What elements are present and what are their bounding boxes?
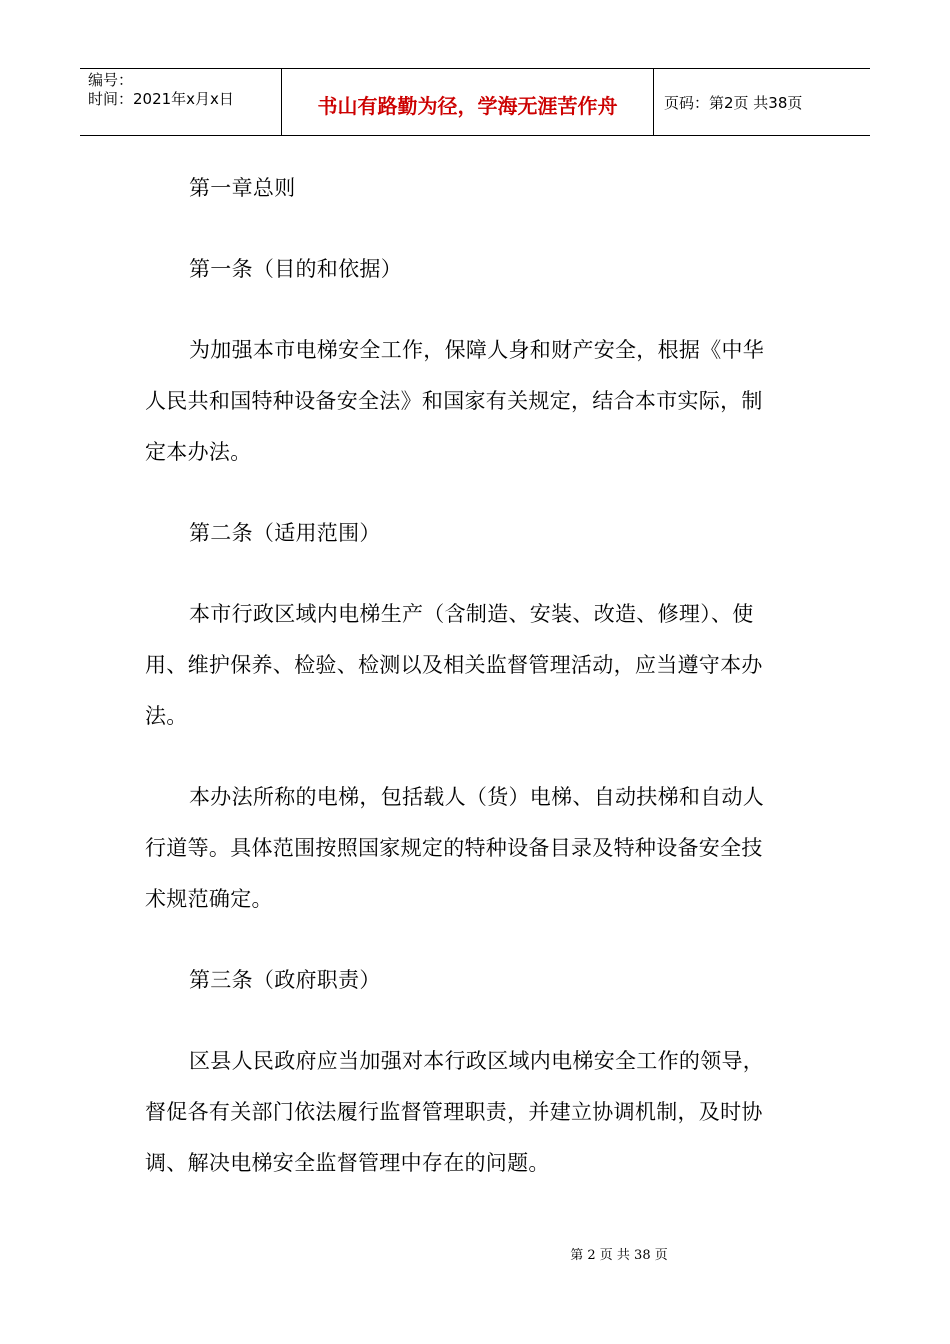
text-line: 术规范确定。 [145,887,273,911]
text-line: 本办法所称的电梯，包括载人（货）电梯、自动扶梯和自动人 [189,785,765,809]
text-line: 人民共和国特种设备安全法》和国家有关规定，结合本市实际，制 [145,389,763,413]
text-line: 行道等。具体范围按照国家规定的特种设备目录及特种设备安全技 [145,836,763,860]
text-line: 督促各有关部门依法履行监督管理职责，并建立协调机制，及时协 [145,1100,763,1124]
header-meta [80,69,282,135]
article-2-title-block [145,508,805,559]
article-1-title: 第一条（目的和依据） [189,257,402,281]
article-3-title-block [145,955,805,1006]
article-1-paragraph [145,325,805,478]
document-number-label: 编号： [88,71,134,89]
text-line: 区县人民政府应当加强对本行政区域内电梯安全工作的领导， [189,1049,765,1073]
text-line: 法。 [145,704,188,728]
header-motto: 书山有路勤为径，学海无涯苦作舟 [282,69,654,135]
article-2-paragraph-2 [145,772,805,925]
chapter-title: 第一章总则 [189,176,296,200]
text-line: 用、维护保养、检验、检测以及相关监督管理活动，应当遵守本办 [145,653,763,677]
page-header [80,68,870,136]
article-2-title: 第二条（适用范围） [189,521,381,545]
text-line: 为加强本市电梯安全工作，保障人身和财产安全，根据《中华 [189,338,765,362]
header-page-info: 页码：第2页 共38页 [664,93,803,112]
document-body [145,163,805,1219]
document-time-label: 时间：2021年x月x日 [88,90,234,108]
article-1-title-block [145,244,805,295]
article-3-title: 第三条（政府职责） [189,968,381,992]
article-2-paragraph-1 [145,589,805,742]
chapter-title-block [145,163,805,214]
text-line: 本市行政区域内电梯生产（含制造、安装、改造、修理）、使 [189,602,754,626]
article-3-paragraph [145,1036,805,1189]
text-line: 定本办法。 [145,440,252,464]
page-footer: 第 2 页 共 38 页 [570,1248,668,1263]
text-line: 调、解决电梯安全监督管理中存在的问题。 [145,1151,550,1175]
